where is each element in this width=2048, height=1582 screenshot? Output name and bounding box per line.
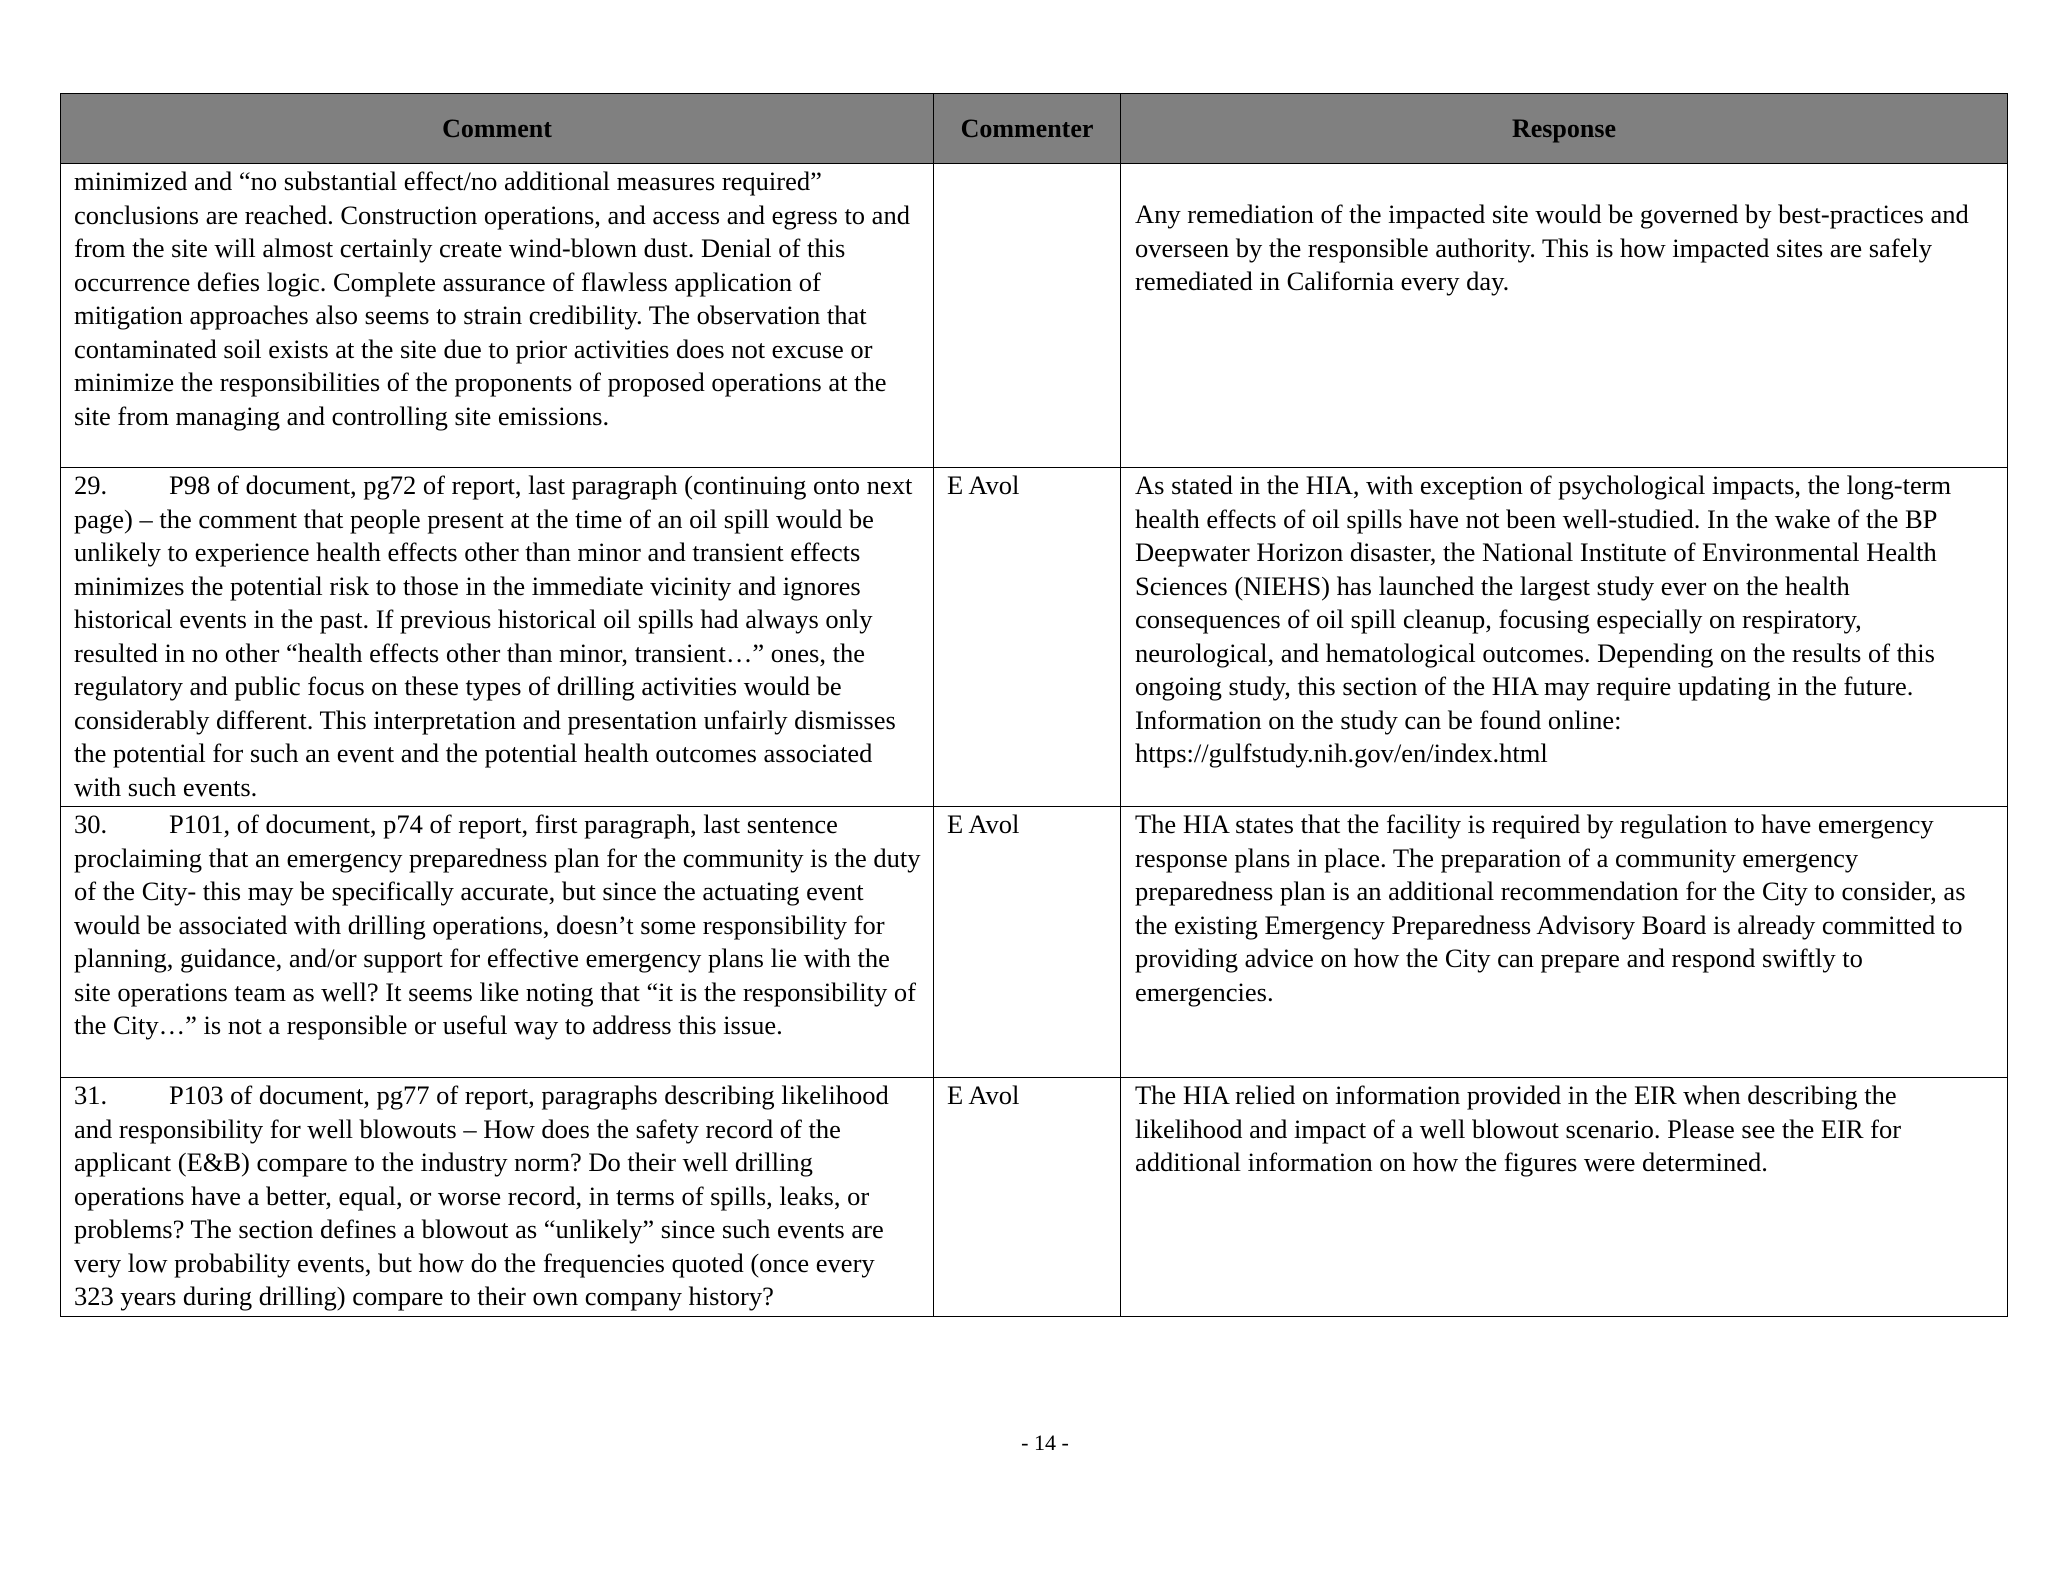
response-cell <box>1121 164 2008 468</box>
commenter-cell <box>934 164 1121 468</box>
response-text: Any remediation of the impacted site would be governed by best-practices and overseen by the responsible authority. This is how impacted sites are safely remediated in California every day. <box>1135 199 1969 296</box>
response-cell: As stated in the HIA, with exception of psychological impacts, the long-term health effects of oil spills have not been well-studied. In the wake of the BP Deepwater Horizon disaster, the National Institute of Environmental Health Sciences (NIEHS) has launched the largest study ever on the health consequences of oil spill cleanup, focusing especially on respiratory, neurological, and hematological outcomes. Depending on the results of this ongoing study, this section of the HIA may require updating in the future. Information on the study can be found online: https://gulfstudy.nih.gov/en/index.html <box>1121 468 2008 807</box>
table-row <box>61 468 2008 807</box>
comment-text: P101, of document, p74 of report, first paragraph, last sentence proclaiming that an emergency preparedness plan for the community is the duty of the City- this may be specifically accurate, but since the actuating event would be associated with drilling operations, doesn’t some responsibility for planning, guidance, and/or support for effective emergency plans lie with the site operations team as well? It seems like noting that “it is the responsibility of the City…” is not a responsible or useful way to address this issue. <box>74 809 921 1040</box>
comment-number: 31. <box>74 1080 108 1110</box>
header-row <box>61 94 2008 164</box>
comment-text: P103 of document, pg77 of report, paragraphs describing likelihood and responsibility for well blowouts – How does the safety record of the applicant (E&B) compare to the industry norm? Do their well drilling operations have a better, equal, or worse record, in terms of spills, leaks, or problems? The section defines a blowout as “unlikely” since such events are very low probability events, but how do the frequencies quoted (once every 323 years during drilling) compare to their own company history? <box>74 1080 889 1311</box>
comment-cell <box>61 164 934 468</box>
response-cell: The HIA relied on information provided in the EIR when describing the likelihood and impact of a well blowout scenario. Please see the EIR for additional information on how the figures were determined. <box>1121 1078 2008 1317</box>
comment-text: minimized and “no substantial effect/no additional measures required” conclusions are reached. Construction operations, and access and egress to and from the site will almost certainly create wind-blown dust. Denial of this occurrence defies logic. Complete assurance of flawless application of mitigation approaches also seems to strain credibility. The observation that contaminated soil exists at the site due to prior activities does not excuse or minimize the responsibilities of the proponents of proposed operations at the site from managing and controlling site emissions. <box>74 166 910 431</box>
page-number: - 14 - <box>1021 1430 1069 1455</box>
comment-number: 30. <box>74 809 108 839</box>
header-commenter: Commenter <box>934 94 1121 164</box>
comment-cell <box>61 1078 934 1317</box>
commenter-cell: E Avol <box>934 1078 1121 1317</box>
comment-cell <box>61 807 934 1078</box>
header-comment: Comment <box>61 94 934 164</box>
header-response: Response <box>1121 94 2008 164</box>
table-row <box>61 807 2008 1078</box>
commenter-cell: E Avol <box>934 807 1121 1078</box>
comment-cell <box>61 468 934 807</box>
table-row <box>61 1078 2008 1317</box>
comment-number: 29. <box>74 470 108 500</box>
commenter-cell: E Avol <box>934 468 1121 807</box>
table-header <box>61 94 2008 164</box>
table-row <box>61 164 2008 468</box>
response-cell: The HIA states that the facility is required by regulation to have emergency response plans in place. The preparation of a community emergency preparedness plan is an additional recommendation for the City to consider, as the existing Emergency Preparedness Advisory Board is already committed to providing advice on how the City can prepare and respond swiftly to emergencies. <box>1121 807 2008 1078</box>
comment-response-table <box>60 93 2008 1317</box>
comment-text: P98 of document, pg72 of report, last paragraph (continuing onto next page) – the comment that people present at the time of an oil spill would be unlikely to experience health effects other than minor and transient effects minimizes the potential risk to those in the immediate vicinity and ignores historical events in the past. If previous historical oil spills had always only resulted in no other “health effects other than minor, transient…” ones, the regulatory and public focus on these types of drilling activities would be considerably different. This interpretation and presentation unfairly dismisses the potential for such an event and the potential health outcomes associated with such events. <box>74 470 913 802</box>
table-body <box>61 164 2008 1317</box>
